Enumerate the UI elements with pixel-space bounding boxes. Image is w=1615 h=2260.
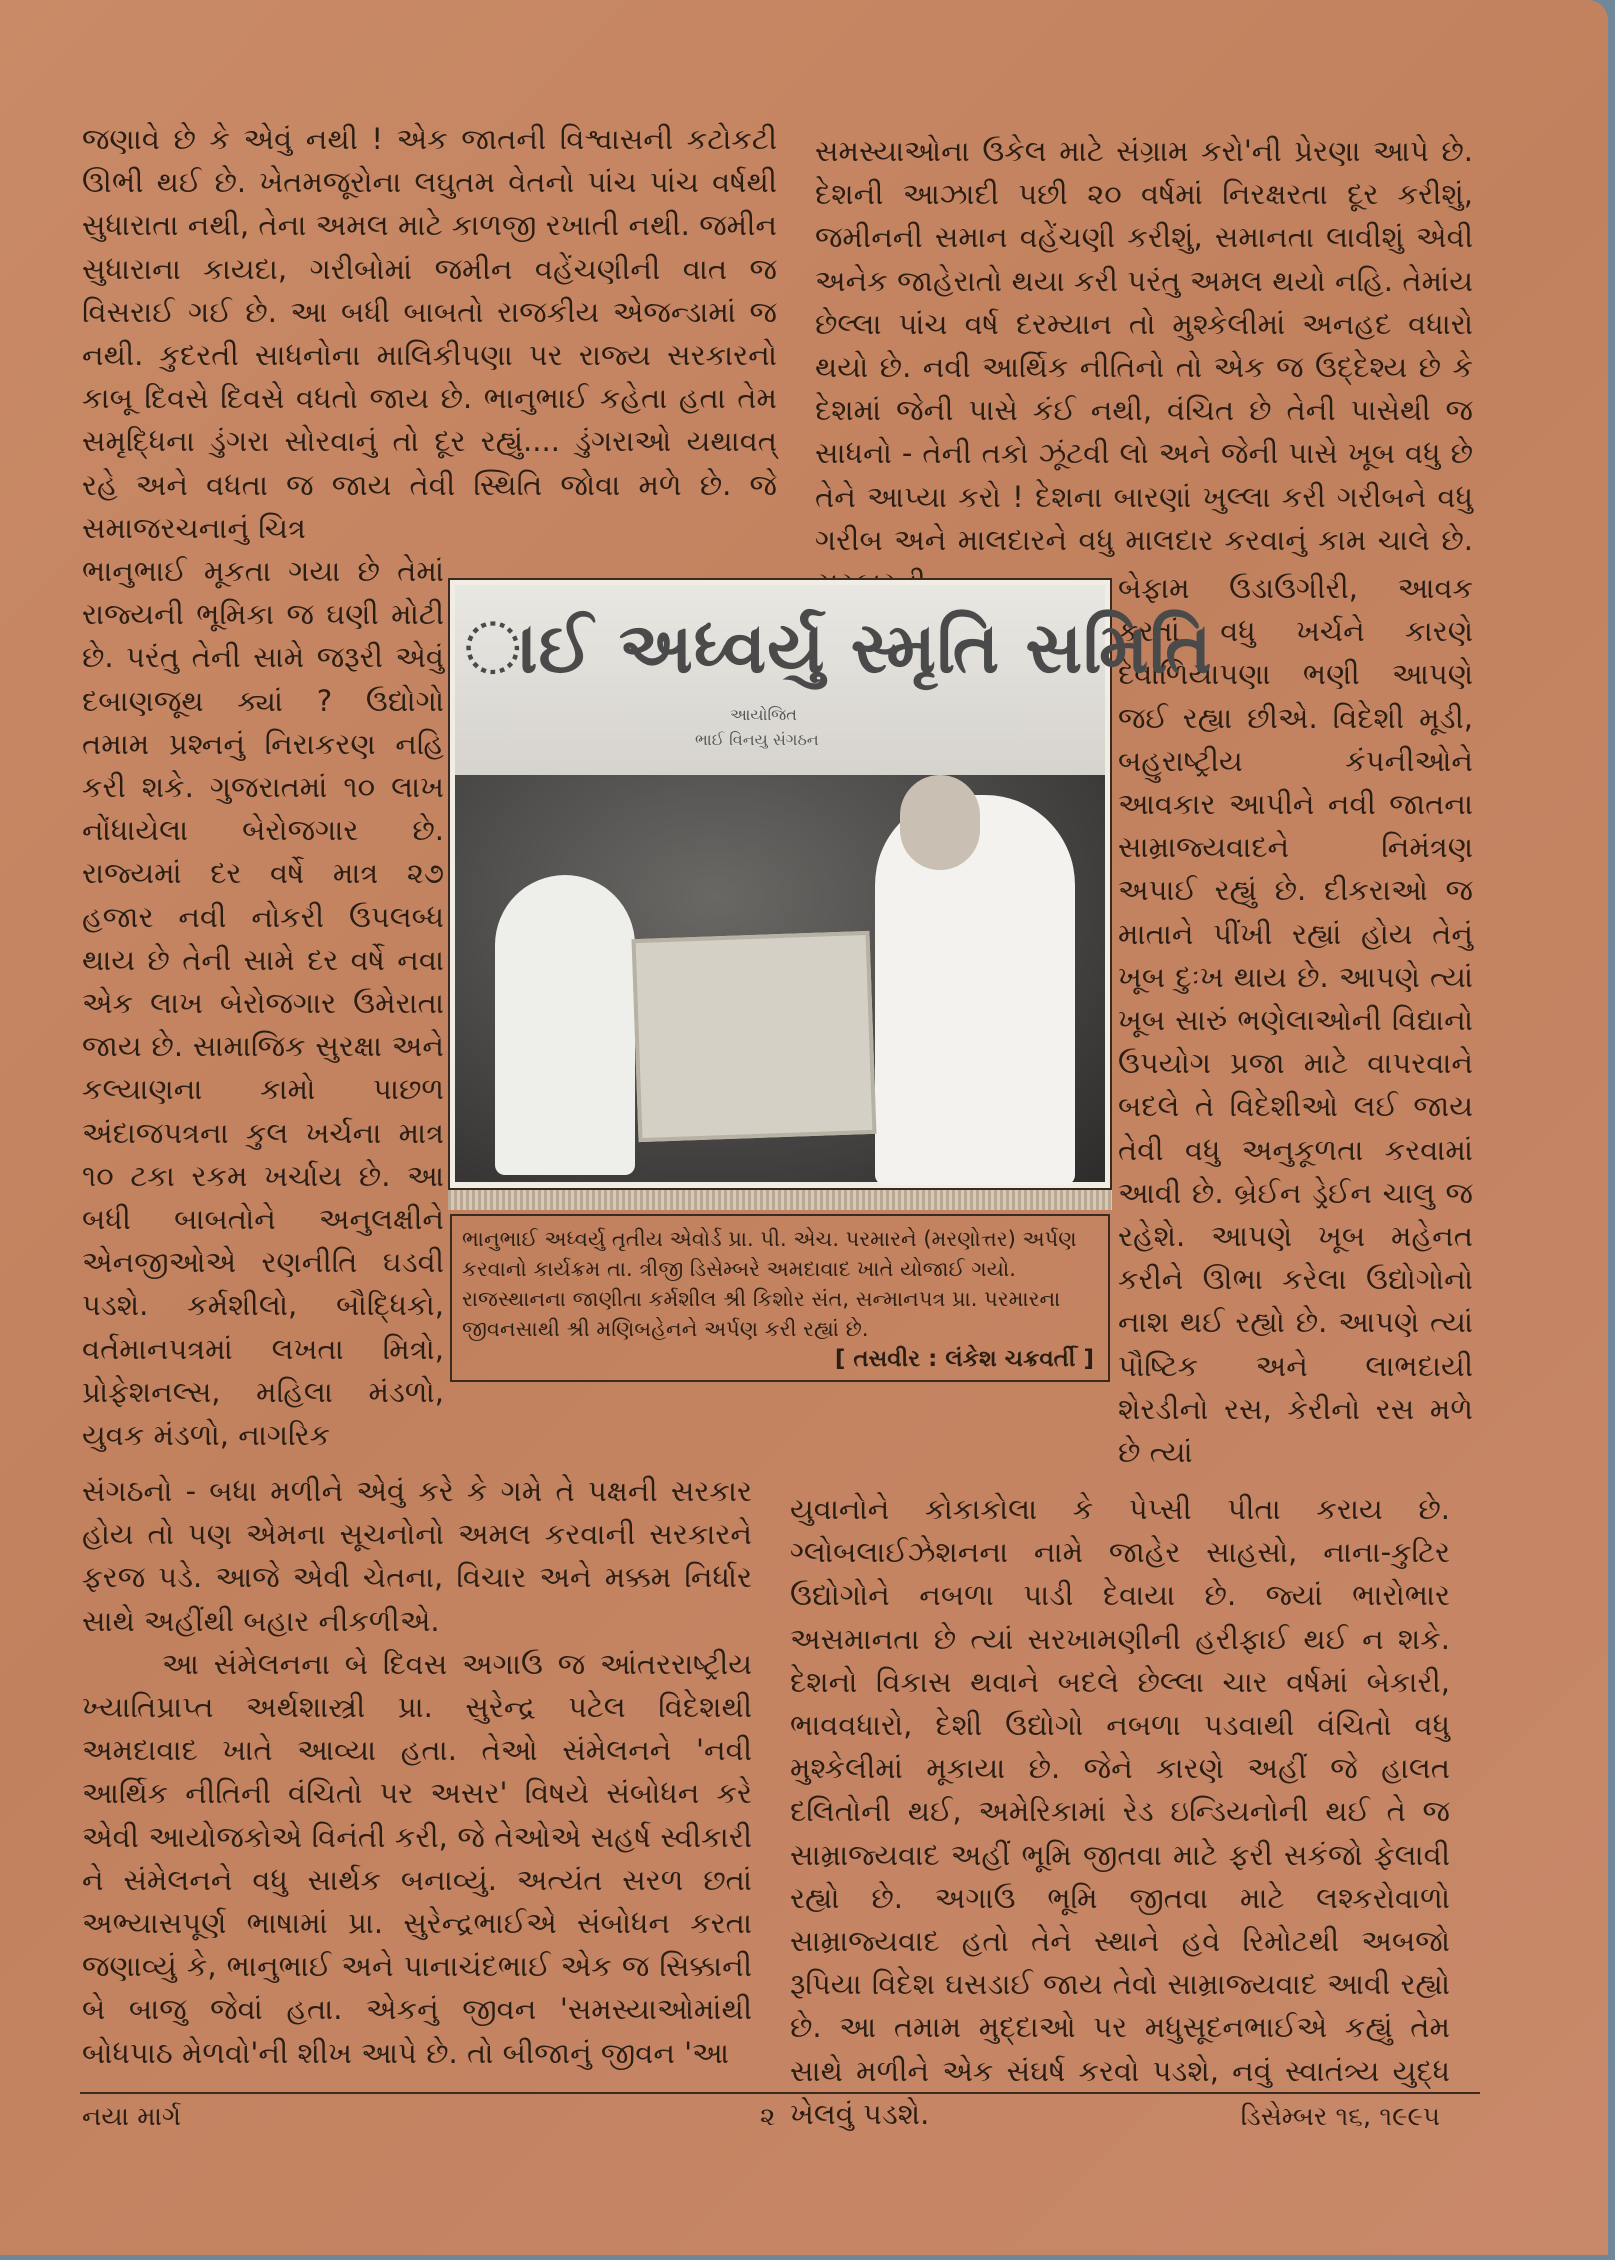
footer-date: ડિસેમ્બર ૧૬, ૧૯૯૫ (1240, 2102, 1440, 2132)
left-column-bottom-p1: સંગઠનો - બધા મળીને એવું કરે કે ગમે તે પક્ષની સરકાર હોય તો પણ એમના સૂચનોનો અમલ કરવાની સરકારને ફરજ પડે. આજે એવી ચેતના, વિચાર અને મક્કમ નિર્ધાર સાથે અહીંથી બહાર નીકળીએ. (82, 1474, 752, 1638)
left-column-wrap-text: ભાનુભાઈ મૂકતા ગયા છે તેમાં રાજ્યની ભૂમિકા જ ઘણી મોટી છે. પરંતુ તેની સામે જરૂરી એવું દબાણજૂથ ક્યાં ? ઉદ્યોગો તમામ પ્રશ્નનું નિરાકરણ નહિ કરી શકે. ગુજરાતમાં ૧૦ લાખ નોંધાયેલા બેરોજગાર છે. રાજ્યમાં દર વર્ષે માત્ર ૨૭ હજાર નવી નોકરી ઉપલબ્ધ થાય છે તેની સામે દર વર્ષે નવા એક લાખ બેરોજગાર ઉમેરાતા જાય છે. સામાજિક સુરક્ષા અને કલ્યાણના કામો પાછળ અંદાજપત્રના કુલ ખર્ચના માત્ર ૧૦ ટકા રકમ ખર્ચાય છે. આ બધી બાબતોને અનુલક્ષીને એનજીઓએ રણનીતિ ઘડવી પડશે. કર્મશીલો, બૌદ્ધિકો, વર્તમાનપત્રમાં લખતા મિત્રો, પ્રોફેશનલ્સ, મહિલા મંડળો, યુવક મંડળો, નાગરિક (82, 554, 444, 1453)
right-column-top (815, 130, 1473, 605)
left-column-bottom (82, 1470, 752, 2075)
photo-person-right (875, 795, 1075, 1185)
left-column-top-text: જણાવે છે કે એવું નથી ! એક જાતની વિશ્વાસની કટોકટી ઊભી થઈ છે. ખેતમજૂરોના લઘુતમ વેતનો પાંચ પાંચ વર્ષથી સુધારાતા નથી, તેના અમલ માટે કાળજી રખાતી નથી. જમીન સુધારાના કાયદા, ગરીબોમાં જમીન વહેંચણીની વાત જ વિસરાઈ ગઈ છે. આ બધી બાબતો રાજકીય એજન્ડામાં જ નથી. કુદરતી સાધનોના માલિકીપણા પર રાજ્ય સરકારનો કાબૂ દિવસે દિવસે વધતો જાય છે. ભાનુભાઈ કહેતા હતા તેમ સમૃદ્ધિના ડુંગરા સોરવાનું તો દૂર રહ્યું.... ડુંગરાઓ યથાવત્ રહે અને વધતા જ જાય તેવી સ્થિતિ જોવા મળે છે. જે સમાજરચનાનું ચિત્ર (82, 122, 777, 545)
photo-block (448, 578, 1213, 1458)
photo-person-right-head (900, 775, 980, 870)
left-column-wrap (82, 550, 444, 1457)
photo-caption-box (450, 1214, 1110, 1382)
right-column-top-text: સમસ્યાઓના ઉકેલ માટે સંગ્રામ કરો'ની પ્રેરણા આપે છે. દેશની આઝાદી પછી ૨૦ વર્ષમાં નિરક્ષરતા દૂર કરીશું, જમીનની સમાન વહેંચણી કરીશું, સમાનતા લાવીશું એવી અનેક જાહેરાતો થયા કરી પરંતુ અમલ થયો નહિ. તેમાંય છેલ્લા પાંચ વર્ષ દરમ્યાન તો મુશ્કેલીમાં અનહદ વધારો થયો છે. નવી આર્થિક નીતિનો તો એક જ ઉદ્દેશ્ય છે કે દેશમાં જેની પાસે કંઈ નથી, વંચિત છે તેની પાસેથી જ સાધનો - તેની તકો ઝૂંટવી લો અને જેની પાસે ખૂબ વધુ છે તેને આપ્યા કરો ! દેશના બારણાં ખુલ્લા કરી ગરીબને વધુ ગરીબ અને માલદારને વધુ માલદાર કરવાનું કામ ચાલે છે. (815, 134, 1473, 557)
right-column-bottom-text: યુવાનોને કોકાકોલા કે પેપ્સી પીતા કરાય છે. ગ્લોબલાઈઝેશનના નામે જાહેર સાહસો, નાના-કુટિર ઉદ્યોગોને નબળા પાડી દેવાયા છે. જ્યાં ભારોભાર અસમાનતા છે ત્યાં સરખામણીની હરીફાઈ થઈ ન શકે. દેશનો વિકાસ થવાને બદલે છેલ્લા ચાર વર્ષમાં બેકારી, ભાવવધારો, દેશી ઉદ્યોગો નબળા પડવાથી વંચિતો વધુ મુશ્કેલીમાં મૂકાયા છે. જેને કારણે અહીં જે હાલત દલિતોની થઈ, અમેરિકામાં રેડ ઇન્ડિયનોની થઈ તે જ સામ્રાજ્યવાદ અહીં ભૂમિ જીતવા માટે ફરી સકંજો ફેલાવી રહ્યો છે. અગાઉ ભૂમિ જીતવા માટે લશ્કરોવાળો સામ્રાજ્યવાદ હતો તેને સ્થાને હવે રિમોટથી અબજો રૂપિયા વિદેશ ઘસડાઈ જાય તેવો સામ્રાજ્યવાદ આવી રહ્યો છે. આ તમામ મુદ્દાઓ પર મધુસૂદનભાઈએ કહ્યું તેમ સાથે મળીને એક સંઘર્ષ કરવો પડશે, નવું સ્વાતંત્ર્ય યુદ્ધ ખેલવું પડશે. (790, 1492, 1450, 2131)
footer-page-number: ૨ (760, 2102, 776, 2132)
event-photo (455, 585, 1213, 1182)
footer-publication: નયા માર્ગ (82, 2102, 182, 2132)
right-column-wrap-text: બેફામ ઉડાઉગીરી, આવક કરતાં વધુ ખર્ચને કારણે દેવાળિયાપણા ભણી આપણે જઈ રહ્યા છીએ. વિદેશી મૂડી, બહુરાષ્ટ્રીય કંપનીઓને આવકાર આપીને નવી જાતના સામ્રાજ્યવાદને નિમંત્રણ અપાઈ રહ્યું છે. દીકરાઓ જ માતાને પીંખી રહ્યાં હોય તેનું ખૂબ દુઃખ થાય છે. આપણે ત્યાં ખૂબ સારું ભણેલાઓની વિદ્યાનો ઉપયોગ પ્રજા માટે વાપરવાને બદલે તે વિદેશીઓ લઈ જાય તેવી વધુ અનુકૂળતા કરવામાં આવી છે. બ્રેઈન ડ્રેઈન ચાલુ જ રહેશે. આપણે ખૂબ મહેનત કરીને ઊભા કરેલા ઉદ્યોગોનો નાશ થઈ રહ્યો છે. આપણે ત્યાં પૌષ્ટિક અને લાભદાયી શેરડીનો રસ, કેરીનો રસ મળે છે ત્યાં (1118, 571, 1473, 1470)
photo-banner (455, 585, 1213, 775)
photo-person-left (495, 875, 635, 1175)
right-column-bottom (790, 1488, 1450, 2136)
left-column-bottom-p2: આ સંમેલનના બે દિવસ અગાઉ જ આંતરરાષ્ટ્રીય ખ્યાતિપ્રાપ્ત અર્થશાસ્ત્રી પ્રા. સુરેન્દ્ર પટેલ વિદેશથી અમદાવાદ ખાતે આવ્યા હતા. તેઓ સંમેલનને 'નવી આર્થિક નીતિની વંચિતો પર અસર' વિષયે સંબોધન કરે એવી આયોજકોએ વિનંતી કરી, જે તેઓએ સહર્ષ સ્વીકારી ને સંમેલનને વધુ સાર્થક બનાવ્યું. અત્યંત સરળ છતાં અભ્યાસપૂર્ણ ભાષામાં પ્રા. સુરેન્દ્રભાઈએ સંબોધન કરતા જણાવ્યું કે, ભાનુભાઈ અને પાનાચંદભાઈ એક જ સિક્કાની બે બાજુ જેવાં હતા. એકનું જીવન 'સમસ્યાઓમાંથી બોધપાઠ મેળવો'ની શીખ આપે છે. તો બીજાનું જીવન 'આ (82, 1646, 752, 2070)
left-column-top (82, 118, 777, 550)
page-footer (80, 2092, 1480, 2144)
banner-title: ાઈ અધ્વર્યુ સ્મૃતિ સમિતિ (465, 607, 1213, 689)
photo-plaque (632, 931, 877, 1142)
right-column-wrap (1118, 567, 1473, 1474)
photo-caption: ભાનુભાઈ અધ્વર્યુ તૃતીય એવોર્ડ પ્રા. પી. એચ. પરમારને (મરણોત્તર) અર્પણ કરવાનો કાર્યક્રમ તા. ત્રીજી ડિસેમ્બરે અમદાવાદ ખાતે યોજાઈ ગયો. રાજસ્થાનના જાણીતા કર્મશીલ શ્રી કિશોર સંત, સન્માનપત્ર પ્રા. પરમારના જીવનસાથી શ્રી મણિબહેનને અર્પણ કરી રહ્યાં છે. (462, 1227, 1077, 1341)
photo-dot-strip (448, 1190, 1112, 1210)
banner-subtitle-2: ભાઈ વિનયુ સંગઠન (695, 730, 819, 749)
photo-frame (448, 578, 1213, 1190)
photo-credit: [ તસવીર : લંકેશ ચક્રવર્તી ] (834, 1346, 1094, 1372)
banner-subtitle-1: આયોજિત (730, 705, 797, 724)
